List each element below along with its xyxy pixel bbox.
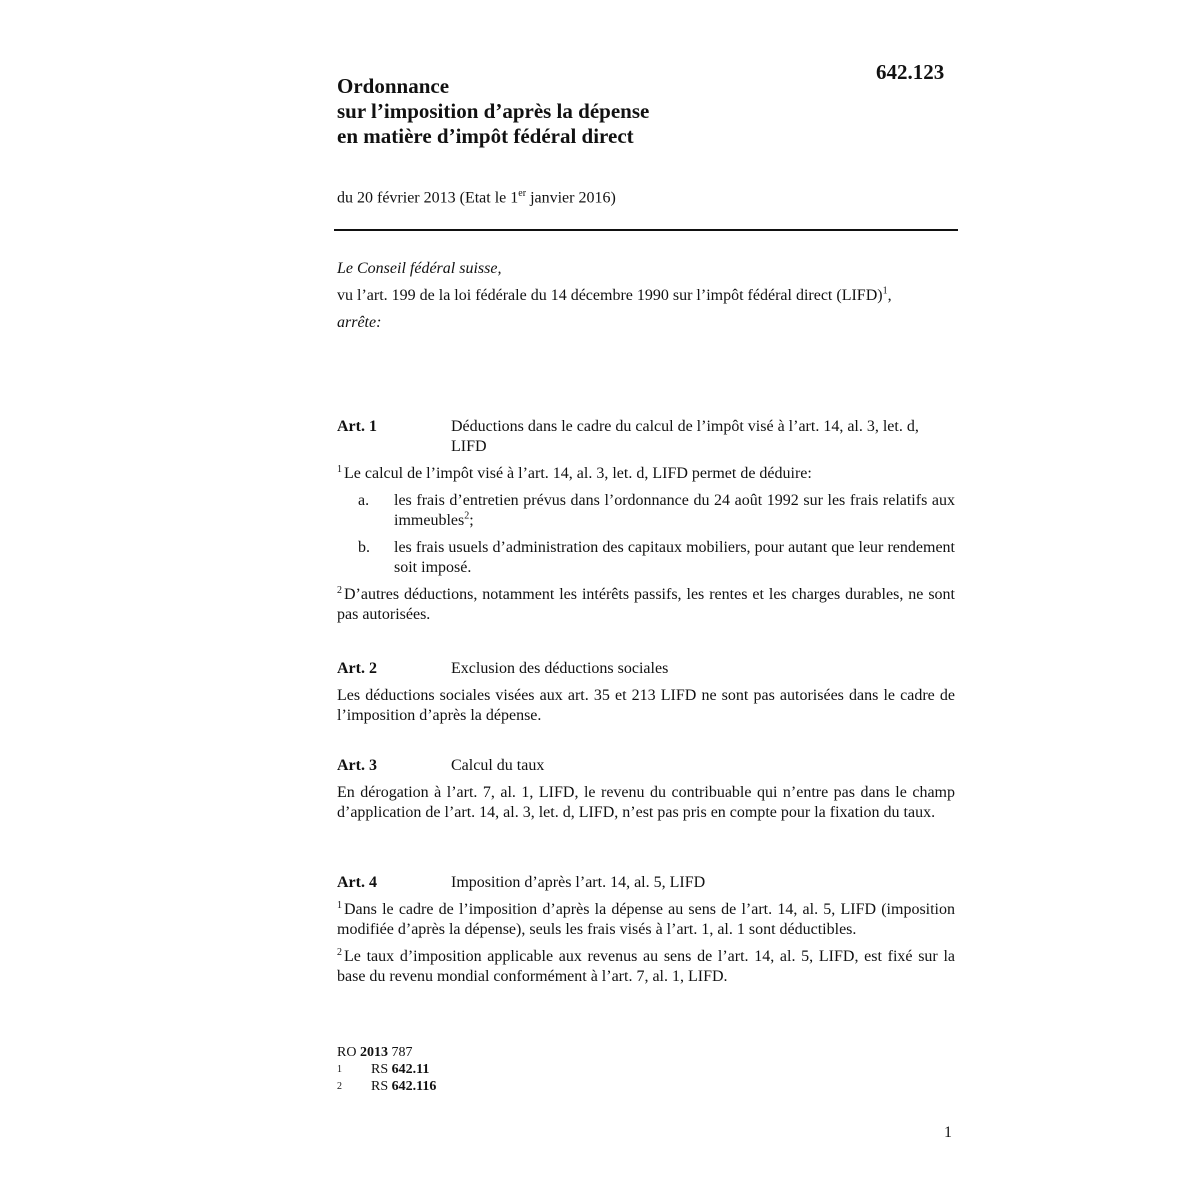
footnote-ref-1[interactable]: 1 [882,285,888,297]
footnote-number: 1 [337,1064,342,1075]
title-line-1: Ordonnance [337,74,450,98]
article-4-number: Art. 4 [337,874,377,891]
date-prefix: du 20 février 2013 (Etat le 1 [337,189,519,207]
article-3-text: En dérogation à l’art. 7, al. 1, LIFD, le revenu du contribuable qui n’entre pas dans le champ d’application de l’art. 14, al. 3, let. d, LIFD, n’est pas pris en compte pour la fixation du taux. [337,784,955,821]
footnote-ref-2[interactable]: 2 [464,510,470,522]
item-text-body: les frais d’entretien prévus dans l’ordonnance du 24 août 1992 sur les frais relatifs aux immeubles [394,492,955,529]
footnote-number: 2 [337,1081,342,1092]
article-3-title: Calcul du taux [451,757,545,774]
item-label: a. [358,492,370,509]
ro-prefix: RO [337,1045,360,1060]
item-text: les frais usuels d’administration des capitaux mobiliers, pour autant que leur rendement soit imposé. [394,539,955,576]
article-1-paragraph-2 [337,585,955,625]
article-4-header [337,873,955,893]
article-2-header [337,659,955,679]
footnote-2 [337,1078,436,1095]
footnote-prefix: RS [371,1079,392,1094]
footnote-text [371,1078,436,1095]
footnote-1 [337,1061,436,1078]
article-4-title: Imposition d’après l’art. 14, al. 5, LIFD [451,874,706,891]
footnote-text [371,1061,429,1078]
paragraph-number: 2 [337,584,342,596]
paragraph-text: Le taux d’imposition applicable aux revenus au sens de l’art. 14, al. 5, LIFD, est fixé sur la base du revenu mondial conformément à l’art. 7, al. 1, LIFD. [337,948,955,985]
footnote-prefix: RS [371,1062,392,1077]
paragraph-text: Dans le cadre de l’imposition d’après la dépense au sens de l’art. 14, al. 5, LIFD (imposition modifiée d’après la dépense), seuls les frais visés à l’art. 1, al. 1 sont déductibles. [337,901,955,938]
article-2-number: Art. 2 [337,660,377,677]
article-4-paragraph-1 [337,900,955,940]
article-2 [337,659,955,733]
ro-year: 2013 [359,1045,388,1060]
document-title [337,74,649,149]
paragraph-number: 2 [337,946,342,958]
paragraph-text: D’autres déductions, notamment les intérêts passifs, les rentes et les charges durables, ne sont pas autorisées. [337,586,955,623]
footnotes [337,1044,436,1095]
preamble-arrete: arrête: [337,314,382,331]
article-1-number: Art. 1 [337,418,377,435]
paragraph-number: 1 [337,463,342,475]
item-text [394,491,955,531]
article-1-item-b [337,538,955,578]
article-1-title: Déductions dans le cadre du calcul de l’impôt visé à l’art. 14, al. 3, let. d, LIFD [451,418,919,455]
footnote-ref[interactable]: 642.11 [391,1062,430,1077]
ro-page: 787 [387,1045,413,1060]
article-3-header [337,756,955,776]
article-3 [337,756,955,830]
article-1-paragraph-1 [337,464,955,484]
title-divider [334,229,958,231]
article-4-paragraph-2 [337,947,955,987]
systematic-number: 642.123 [876,60,945,84]
title-line-2: sur l’imposition d’après la dépense [337,99,650,123]
legal-basis-text: vu l’art. 199 de la loi fédérale du 14 décembre 1990 sur l’impôt fédéral direct (LIFD) [337,287,883,304]
article-2-title: Exclusion des déductions sociales [451,660,669,677]
item-text-end: ; [469,512,474,529]
date-suffix: janvier 2016) [526,189,616,207]
article-1-header [337,417,955,457]
paragraph-text: Le calcul de l’impôt visé à l’art. 14, al. 3, let. d, LIFD permet de déduire: [344,465,812,482]
article-4 [337,873,955,994]
paragraph-number: 1 [337,899,342,911]
date-superscript: er [518,188,527,199]
article-2-text: Les déductions sociales visées aux art. 35 et 213 LIFD ne sont pas autorisées dans le cadre de l’imposition d’après la dépense. [337,687,955,724]
preamble-authority: Le Conseil fédéral suisse, [337,260,502,277]
article-3-number: Art. 3 [337,757,377,774]
preamble [337,259,957,340]
item-label: b. [358,539,370,556]
preamble-legal-basis [337,286,957,306]
ro-reference [337,1044,436,1061]
legal-basis-end: , [887,287,892,304]
page-number: 1 [944,1124,952,1141]
article-1-item-a [337,491,955,531]
document-date [337,188,616,207]
article-1 [337,417,955,632]
footnote-ref[interactable]: 642.116 [391,1079,437,1094]
title-line-3: en matière d’impôt fédéral direct [337,124,634,148]
